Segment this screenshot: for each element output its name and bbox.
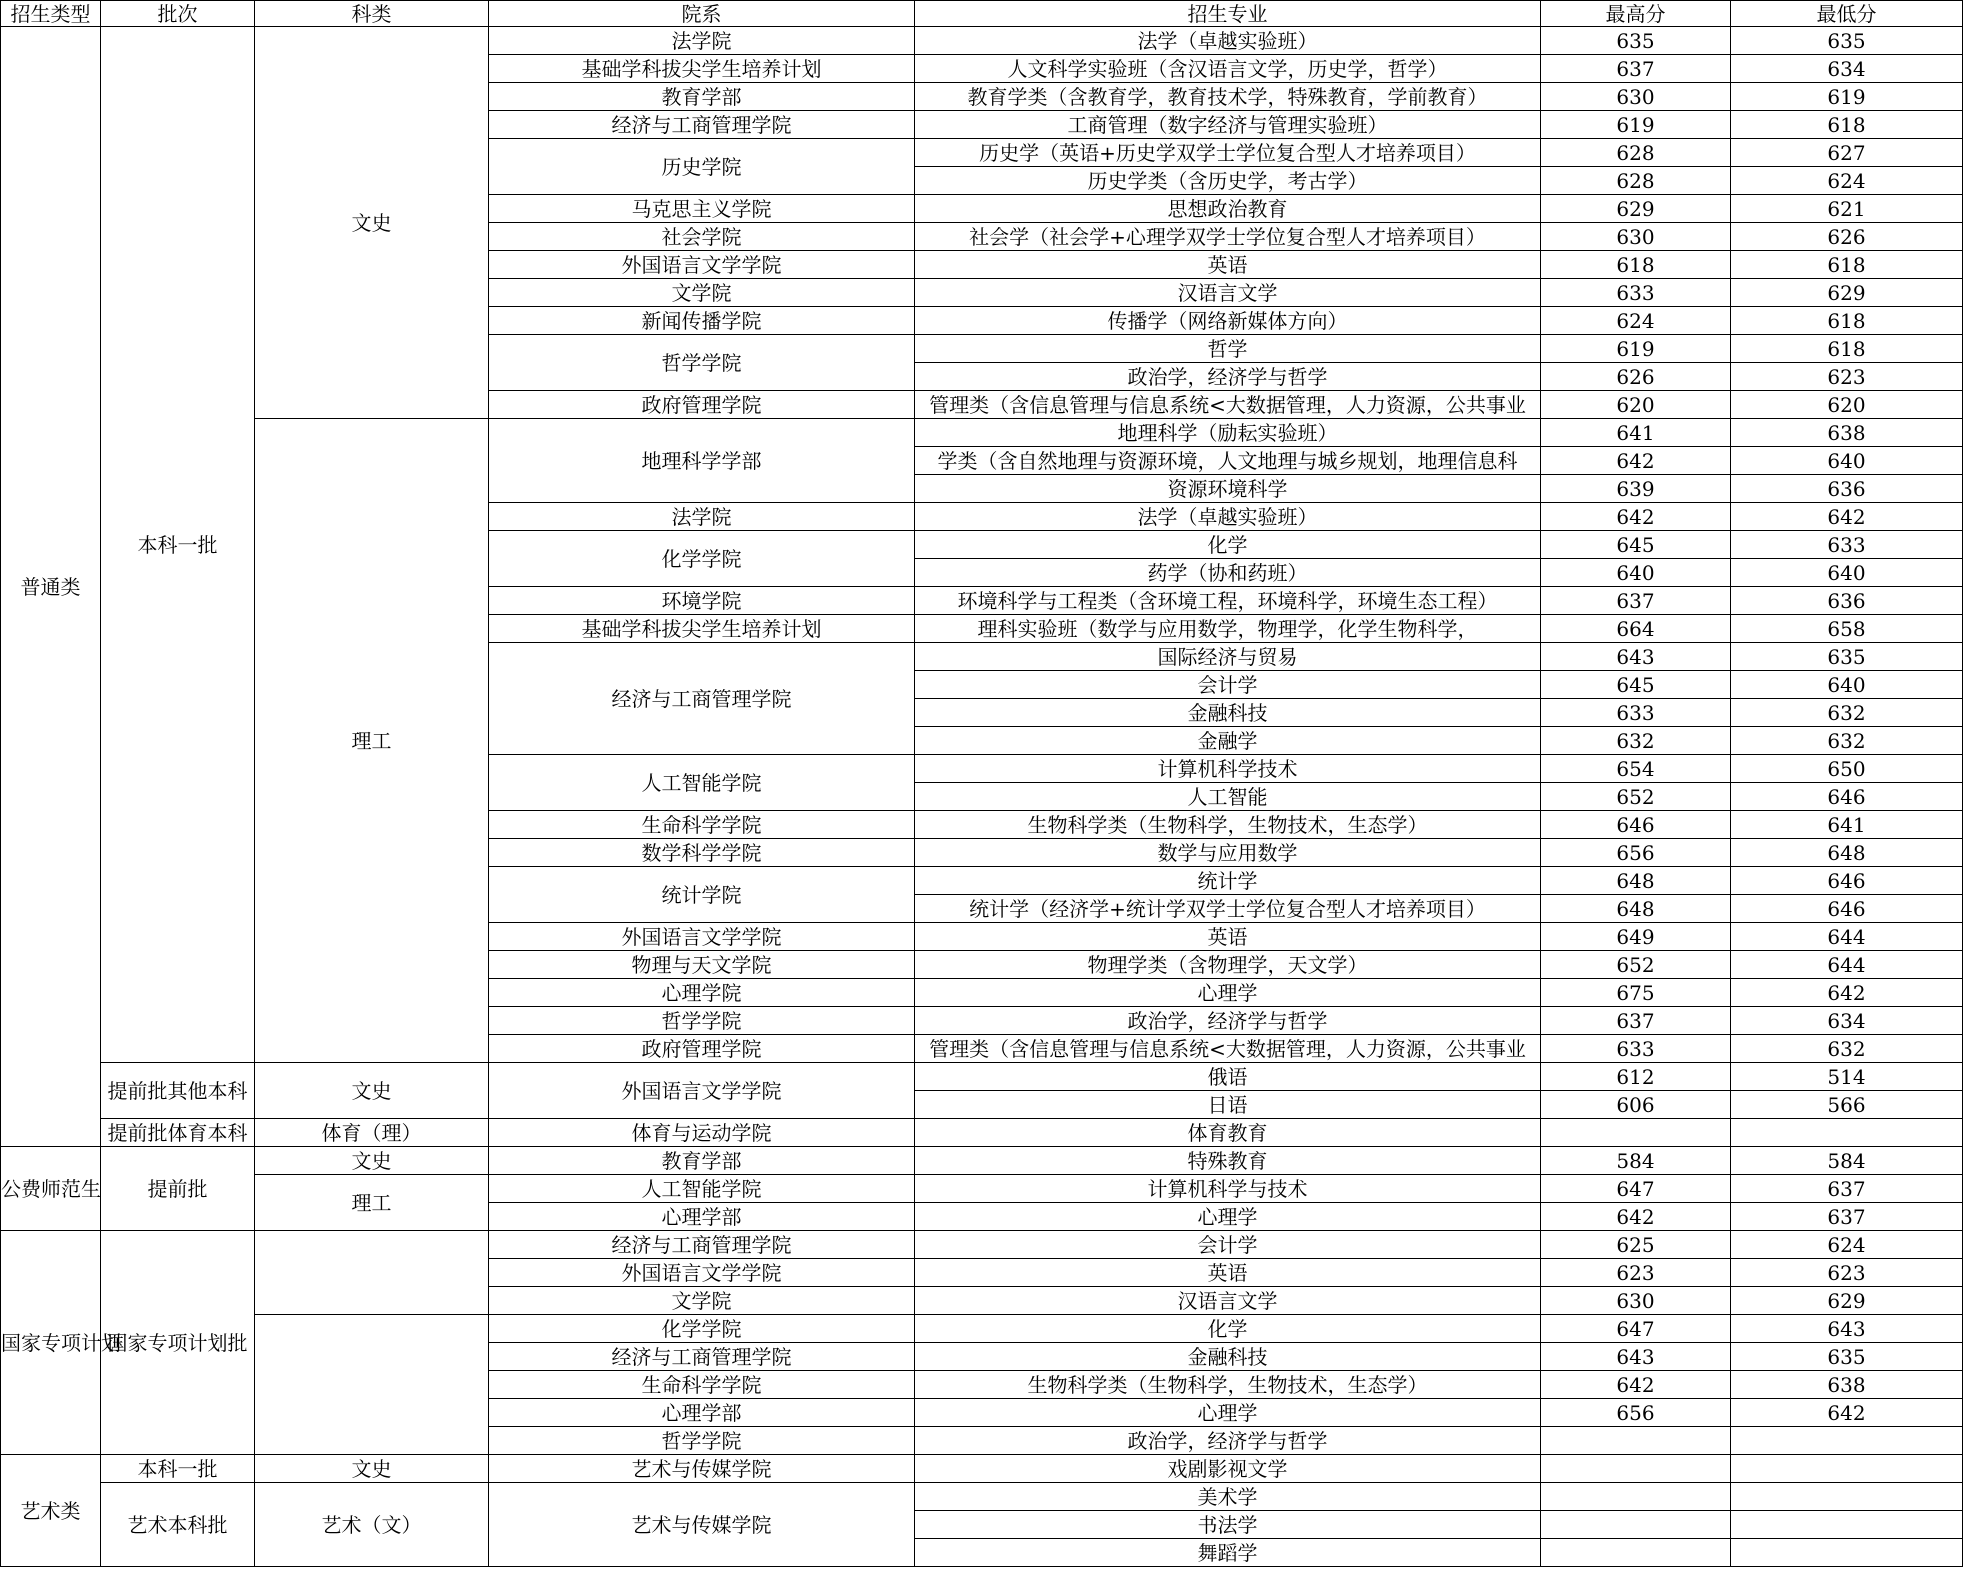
max-score-cell: 656: [1541, 1399, 1731, 1427]
max-score-cell: 618: [1541, 251, 1731, 279]
track-cell: 文史: [255, 27, 489, 419]
major-cell: 学类（含自然地理与资源环境，人文地理与城乡规划，地理信息科: [915, 447, 1541, 475]
max-score-cell: 641: [1541, 419, 1731, 447]
max-score-cell: 628: [1541, 139, 1731, 167]
max-score-cell: 625: [1541, 1231, 1731, 1259]
major-cell: 计算机科学与技术: [915, 1175, 1541, 1203]
table-row: [1, 1063, 1963, 1091]
major-cell: 政治学，经济学与哲学: [915, 1007, 1541, 1035]
max-score-cell: 635: [1541, 27, 1731, 55]
table-row: [1, 1315, 1963, 1343]
department-cell: 心理学部: [489, 1399, 915, 1427]
major-cell: 政治学，经济学与哲学: [915, 1427, 1541, 1455]
major-cell: 化学: [915, 531, 1541, 559]
column-header: 最高分: [1541, 1, 1731, 27]
major-cell: 会计学: [915, 671, 1541, 699]
batch-cell: 提前批其他本科: [101, 1063, 255, 1119]
major-cell: 美术学: [915, 1483, 1541, 1511]
enroll-type-cell: 国家专项计划: [1, 1231, 101, 1455]
max-score-cell: 637: [1541, 587, 1731, 615]
max-score-cell: 640: [1541, 559, 1731, 587]
department-cell: 教育学部: [489, 83, 915, 111]
column-header: 最低分: [1731, 1, 1963, 27]
batch-cell: 本科一批: [101, 1455, 255, 1483]
enroll-type-cell: 艺术类: [1, 1455, 101, 1567]
max-score-cell: 606: [1541, 1091, 1731, 1119]
major-cell: 会计学: [915, 1231, 1541, 1259]
department-cell: 政府管理学院: [489, 391, 915, 419]
department-cell: 历史学院: [489, 139, 915, 195]
max-score-cell: [1541, 1539, 1731, 1567]
major-cell: 汉语言文学: [915, 279, 1541, 307]
column-header: 院系: [489, 1, 915, 27]
major-cell: 金融科技: [915, 699, 1541, 727]
major-cell: 人文科学实验班（含汉语言文学，历史学，哲学）: [915, 55, 1541, 83]
column-header: 批次: [101, 1, 255, 27]
max-score-cell: 643: [1541, 1343, 1731, 1371]
max-score-cell: 633: [1541, 279, 1731, 307]
max-score-cell: 632: [1541, 727, 1731, 755]
major-cell: 环境科学与工程类（含环境工程，环境科学，环境生态工程）: [915, 587, 1541, 615]
max-score-cell: [1541, 1119, 1731, 1147]
min-score-cell: 644: [1731, 951, 1963, 979]
department-cell: 外国语言文学学院: [489, 1259, 915, 1287]
min-score-cell: 640: [1731, 559, 1963, 587]
max-score-cell: 648: [1541, 867, 1731, 895]
major-cell: 心理学: [915, 1399, 1541, 1427]
max-score-cell: 624: [1541, 307, 1731, 335]
major-cell: 资源环境科学: [915, 475, 1541, 503]
major-cell: 心理学: [915, 1203, 1541, 1231]
batch-cell: 提前批体育本科: [101, 1119, 255, 1147]
department-cell: 统计学院: [489, 867, 915, 923]
min-score-cell: 619: [1731, 83, 1963, 111]
table-row: [1, 1455, 1963, 1483]
batch-cell: 本科一批: [101, 27, 255, 1063]
department-cell: 法学院: [489, 503, 915, 531]
max-score-cell: 647: [1541, 1175, 1731, 1203]
department-cell: 化学学院: [489, 531, 915, 587]
enroll-type-cell: 普通类: [1, 27, 101, 1147]
min-score-cell: [1731, 1119, 1963, 1147]
max-score-cell: 619: [1541, 111, 1731, 139]
department-cell: 外国语言文学学院: [489, 251, 915, 279]
major-cell: 工商管理（数字经济与管理实验班）: [915, 111, 1541, 139]
min-score-cell: 646: [1731, 895, 1963, 923]
min-score-cell: 642: [1731, 1399, 1963, 1427]
max-score-cell: [1541, 1511, 1731, 1539]
min-score-cell: 629: [1731, 1287, 1963, 1315]
major-cell: 地理科学（励耘实验班）: [915, 419, 1541, 447]
column-header: 招生专业: [915, 1, 1541, 27]
min-score-cell: 634: [1731, 55, 1963, 83]
track-cell: [255, 1231, 489, 1315]
min-score-cell: 641: [1731, 811, 1963, 839]
major-cell: 舞蹈学: [915, 1539, 1541, 1567]
department-cell: 政府管理学院: [489, 1035, 915, 1063]
min-score-cell: 618: [1731, 307, 1963, 335]
table-row: [1, 1119, 1963, 1147]
min-score-cell: [1731, 1427, 1963, 1455]
header-row: [1, 1, 1963, 27]
min-score-cell: 640: [1731, 671, 1963, 699]
major-cell: 俄语: [915, 1063, 1541, 1091]
max-score-cell: 645: [1541, 531, 1731, 559]
batch-cell: 国家专项计划批: [101, 1231, 255, 1455]
department-cell: 人工智能学院: [489, 1175, 915, 1203]
major-cell: 历史学（英语+历史学双学士学位复合型人才培养项目）: [915, 139, 1541, 167]
track-cell: 理工: [255, 419, 489, 1063]
department-cell: 哲学学院: [489, 335, 915, 391]
max-score-cell: 652: [1541, 951, 1731, 979]
batch-cell: 提前批: [101, 1147, 255, 1231]
department-cell: 艺术与传媒学院: [489, 1455, 915, 1483]
min-score-cell: [1731, 1539, 1963, 1567]
department-cell: 经济与工商管理学院: [489, 643, 915, 755]
min-score-cell: 646: [1731, 783, 1963, 811]
department-cell: 哲学学院: [489, 1007, 915, 1035]
min-score-cell: 635: [1731, 1343, 1963, 1371]
major-cell: 英语: [915, 1259, 1541, 1287]
max-score-cell: 675: [1541, 979, 1731, 1007]
major-cell: 药学（协和药班）: [915, 559, 1541, 587]
major-cell: 哲学: [915, 335, 1541, 363]
major-cell: 生物科学类（生物科学，生物技术，生态学）: [915, 1371, 1541, 1399]
min-score-cell: [1731, 1511, 1963, 1539]
track-cell: [255, 1315, 489, 1455]
min-score-cell: 584: [1731, 1147, 1963, 1175]
department-cell: 社会学院: [489, 223, 915, 251]
max-score-cell: 630: [1541, 1287, 1731, 1315]
min-score-cell: 642: [1731, 979, 1963, 1007]
major-cell: 法学（卓越实验班）: [915, 27, 1541, 55]
major-cell: 数学与应用数学: [915, 839, 1541, 867]
major-cell: 戏剧影视文学: [915, 1455, 1541, 1483]
min-score-cell: 618: [1731, 335, 1963, 363]
min-score-cell: 623: [1731, 1259, 1963, 1287]
max-score-cell: 620: [1541, 391, 1731, 419]
max-score-cell: 628: [1541, 167, 1731, 195]
major-cell: 传播学（网络新媒体方向）: [915, 307, 1541, 335]
department-cell: 生命科学学院: [489, 811, 915, 839]
department-cell: 教育学部: [489, 1147, 915, 1175]
major-cell: 化学: [915, 1315, 1541, 1343]
min-score-cell: 636: [1731, 587, 1963, 615]
min-score-cell: [1731, 1483, 1963, 1511]
major-cell: 计算机科学技术: [915, 755, 1541, 783]
department-cell: 体育与运动学院: [489, 1119, 915, 1147]
major-cell: 物理学类（含物理学，天文学）: [915, 951, 1541, 979]
major-cell: 心理学: [915, 979, 1541, 1007]
min-score-cell: 627: [1731, 139, 1963, 167]
max-score-cell: 642: [1541, 447, 1731, 475]
department-cell: 人工智能学院: [489, 755, 915, 811]
department-cell: 数学科学学院: [489, 839, 915, 867]
track-cell: 体育（理）: [255, 1119, 489, 1147]
table-row: [1, 419, 1963, 447]
max-score-cell: [1541, 1455, 1731, 1483]
department-cell: 心理学部: [489, 1203, 915, 1231]
major-cell: 金融科技: [915, 1343, 1541, 1371]
batch-cell: 艺术本科批: [101, 1483, 255, 1567]
min-score-cell: 636: [1731, 475, 1963, 503]
department-cell: 外国语言文学学院: [489, 923, 915, 951]
max-score-cell: 654: [1541, 755, 1731, 783]
min-score-cell: 624: [1731, 167, 1963, 195]
department-cell: 经济与工商管理学院: [489, 1231, 915, 1259]
major-cell: 书法学: [915, 1511, 1541, 1539]
min-score-cell: 644: [1731, 923, 1963, 951]
min-score-cell: 633: [1731, 531, 1963, 559]
max-score-cell: [1541, 1483, 1731, 1511]
department-cell: 基础学科拔尖学生培养计划: [489, 55, 915, 83]
department-cell: 经济与工商管理学院: [489, 1343, 915, 1371]
max-score-cell: 645: [1541, 671, 1731, 699]
department-cell: 哲学学院: [489, 1427, 915, 1455]
min-score-cell: 624: [1731, 1231, 1963, 1259]
department-cell: 艺术与传媒学院: [489, 1483, 915, 1567]
min-score-cell: 626: [1731, 223, 1963, 251]
department-cell: 马克思主义学院: [489, 195, 915, 223]
major-cell: 人工智能: [915, 783, 1541, 811]
column-header: 招生类型: [1, 1, 101, 27]
table-row: [1, 1231, 1963, 1259]
major-cell: 社会学（社会学+心理学双学士学位复合型人才培养项目）: [915, 223, 1541, 251]
min-score-cell: 629: [1731, 279, 1963, 307]
department-cell: 经济与工商管理学院: [489, 111, 915, 139]
max-score-cell: 652: [1541, 783, 1731, 811]
min-score-cell: 514: [1731, 1063, 1963, 1091]
max-score-cell: 664: [1541, 615, 1731, 643]
min-score-cell: 634: [1731, 1007, 1963, 1035]
department-cell: 新闻传播学院: [489, 307, 915, 335]
major-cell: 理科实验班（数学与应用数学，物理学，化学生物科学，: [915, 615, 1541, 643]
max-score-cell: 623: [1541, 1259, 1731, 1287]
min-score-cell: 638: [1731, 1371, 1963, 1399]
max-score-cell: 647: [1541, 1315, 1731, 1343]
department-cell: 物理与天文学院: [489, 951, 915, 979]
min-score-cell: 650: [1731, 755, 1963, 783]
min-score-cell: 632: [1731, 1035, 1963, 1063]
department-cell: 文学院: [489, 279, 915, 307]
max-score-cell: 626: [1541, 363, 1731, 391]
track-cell: 文史: [255, 1063, 489, 1119]
table-row: [1, 1175, 1963, 1203]
major-cell: 国际经济与贸易: [915, 643, 1541, 671]
max-score-cell: 648: [1541, 895, 1731, 923]
max-score-cell: 630: [1541, 83, 1731, 111]
min-score-cell: 618: [1731, 111, 1963, 139]
min-score-cell: 632: [1731, 699, 1963, 727]
min-score-cell: 646: [1731, 867, 1963, 895]
department-cell: 心理学院: [489, 979, 915, 1007]
min-score-cell: 566: [1731, 1091, 1963, 1119]
max-score-cell: 646: [1541, 811, 1731, 839]
major-cell: 历史学类（含历史学，考古学）: [915, 167, 1541, 195]
max-score-cell: 629: [1541, 195, 1731, 223]
major-cell: 英语: [915, 923, 1541, 951]
department-cell: 地理科学学部: [489, 419, 915, 503]
major-cell: 管理类（含信息管理与信息系统<大数据管理，人力资源，公共事业: [915, 391, 1541, 419]
max-score-cell: 584: [1541, 1147, 1731, 1175]
track-cell: 理工: [255, 1175, 489, 1231]
track-cell: 艺术（文）: [255, 1483, 489, 1567]
max-score-cell: 637: [1541, 1007, 1731, 1035]
max-score-cell: 637: [1541, 55, 1731, 83]
max-score-cell: 619: [1541, 335, 1731, 363]
min-score-cell: 620: [1731, 391, 1963, 419]
min-score-cell: 643: [1731, 1315, 1963, 1343]
enroll-type-cell: 公费师范生: [1, 1147, 101, 1231]
max-score-cell: 649: [1541, 923, 1731, 951]
min-score-cell: 640: [1731, 447, 1963, 475]
min-score-cell: 638: [1731, 419, 1963, 447]
max-score-cell: [1541, 1427, 1731, 1455]
min-score-cell: 632: [1731, 727, 1963, 755]
major-cell: 统计学: [915, 867, 1541, 895]
min-score-cell: 637: [1731, 1203, 1963, 1231]
min-score-cell: 642: [1731, 503, 1963, 531]
table-row: [1, 1147, 1963, 1175]
table-row: [1, 1483, 1963, 1511]
min-score-cell: 648: [1731, 839, 1963, 867]
major-cell: 特殊教育: [915, 1147, 1541, 1175]
max-score-cell: 642: [1541, 1371, 1731, 1399]
min-score-cell: 623: [1731, 363, 1963, 391]
major-cell: 管理类（含信息管理与信息系统<大数据管理，人力资源，公共事业: [915, 1035, 1541, 1063]
major-cell: 日语: [915, 1091, 1541, 1119]
max-score-cell: 630: [1541, 223, 1731, 251]
min-score-cell: 637: [1731, 1175, 1963, 1203]
department-cell: 文学院: [489, 1287, 915, 1315]
major-cell: 生物科学类（生物科学，生物技术，生态学）: [915, 811, 1541, 839]
max-score-cell: 642: [1541, 503, 1731, 531]
column-header: 科类: [255, 1, 489, 27]
min-score-cell: 635: [1731, 27, 1963, 55]
major-cell: 政治学，经济学与哲学: [915, 363, 1541, 391]
max-score-cell: 642: [1541, 1203, 1731, 1231]
major-cell: 体育教育: [915, 1119, 1541, 1147]
max-score-cell: 633: [1541, 1035, 1731, 1063]
department-cell: 化学学院: [489, 1315, 915, 1343]
department-cell: 法学院: [489, 27, 915, 55]
department-cell: 环境学院: [489, 587, 915, 615]
track-cell: 文史: [255, 1147, 489, 1175]
major-cell: 法学（卓越实验班）: [915, 503, 1541, 531]
min-score-cell: 618: [1731, 251, 1963, 279]
major-cell: 英语: [915, 251, 1541, 279]
major-cell: 教育学类（含教育学，教育技术学，特殊教育，学前教育）: [915, 83, 1541, 111]
department-cell: 生命科学学院: [489, 1371, 915, 1399]
min-score-cell: 635: [1731, 643, 1963, 671]
max-score-cell: 643: [1541, 643, 1731, 671]
min-score-cell: 621: [1731, 195, 1963, 223]
table-row: [1, 27, 1963, 55]
department-cell: 外国语言文学学院: [489, 1063, 915, 1119]
major-cell: 金融学: [915, 727, 1541, 755]
track-cell: 文史: [255, 1455, 489, 1483]
max-score-cell: 633: [1541, 699, 1731, 727]
min-score-cell: 658: [1731, 615, 1963, 643]
max-score-cell: 612: [1541, 1063, 1731, 1091]
major-cell: 思想政治教育: [915, 195, 1541, 223]
min-score-cell: [1731, 1455, 1963, 1483]
major-cell: 汉语言文学: [915, 1287, 1541, 1315]
max-score-cell: 639: [1541, 475, 1731, 503]
major-cell: 统计学（经济学+统计学双学士学位复合型人才培养项目）: [915, 895, 1541, 923]
department-cell: 基础学科拔尖学生培养计划: [489, 615, 915, 643]
max-score-cell: 656: [1541, 839, 1731, 867]
